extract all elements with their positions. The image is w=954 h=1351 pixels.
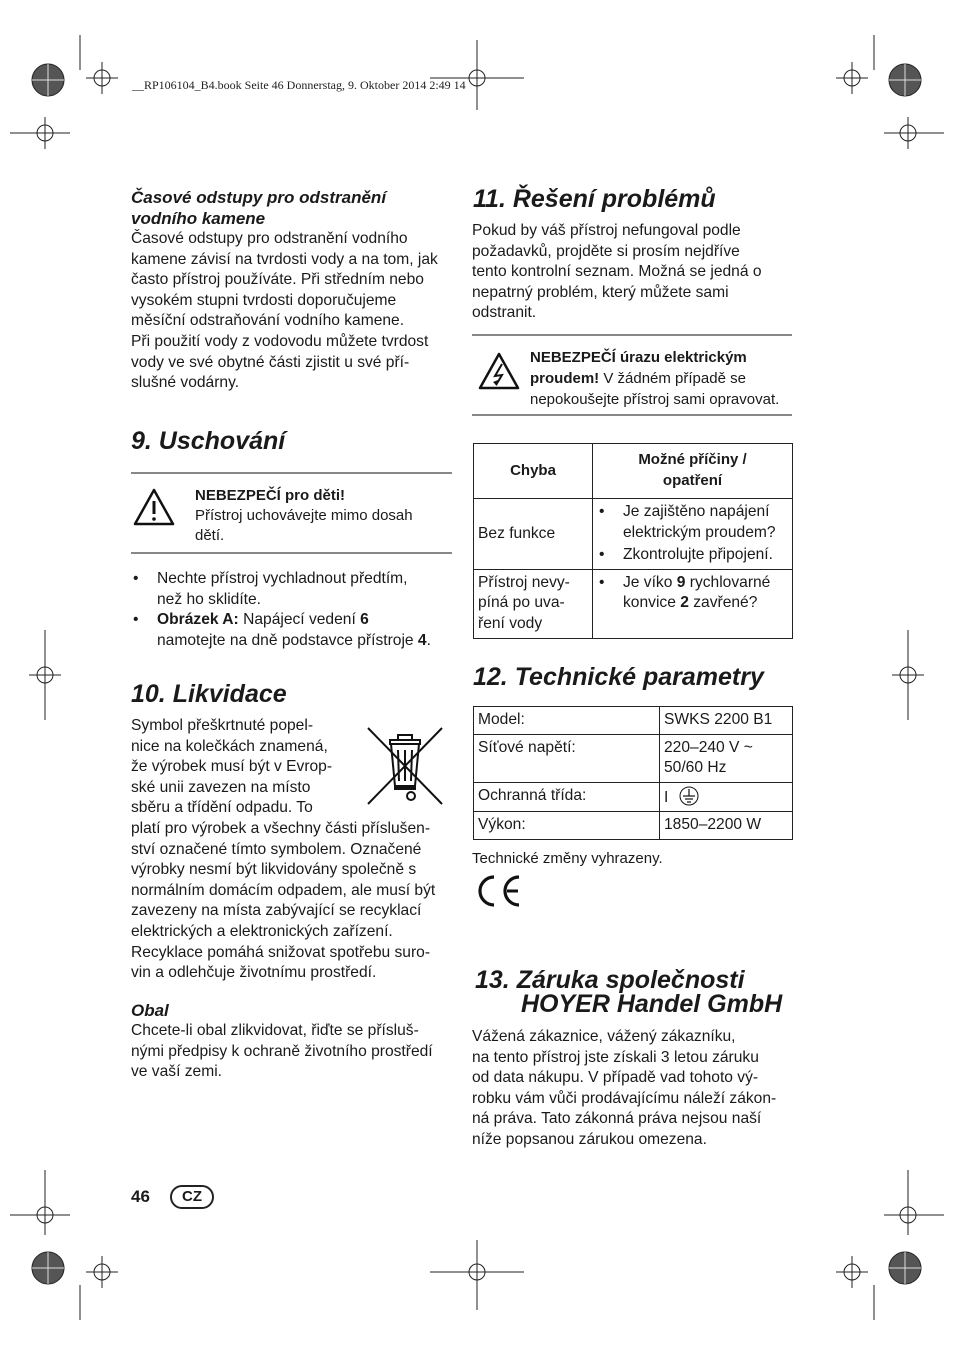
text-line: sběru a třídění odpadu. To <box>131 799 313 817</box>
technical-table <box>473 706 793 840</box>
text-line: 50/60 Hz <box>664 759 727 777</box>
table-row <box>474 707 793 735</box>
electric-hazard-icon <box>478 352 520 390</box>
descaling-section <box>131 187 453 394</box>
language-badge: CZ <box>170 1185 214 1209</box>
warning-text: V žádném případě se <box>599 370 746 387</box>
list-item <box>597 502 788 543</box>
text: zavřené? <box>688 594 758 612</box>
text-line: Recyklace pomáhá snižovat spotřebu suro- <box>131 943 431 961</box>
text: . <box>426 631 431 649</box>
param-value: 1850–2200 W <box>660 812 793 840</box>
ce-mark-label: CE <box>474 873 476 874</box>
table-row <box>474 782 793 812</box>
text-line: vin a odlehčuje životnímu prostředí. <box>131 964 377 982</box>
ground-symbol-icon <box>679 786 699 806</box>
param-value <box>660 782 793 812</box>
list-item <box>131 610 456 651</box>
technical-note: Technické změny vyhrazeny. <box>472 850 663 867</box>
text-line: požadavků, projděte si prosím nejdříve <box>472 242 740 260</box>
storage-heading: 9. Uschování <box>131 427 286 455</box>
table-row <box>474 569 793 638</box>
text-line: Přístroj nevy- <box>478 573 570 591</box>
table-row <box>474 812 793 840</box>
crossed-out-bin-icon <box>364 724 446 808</box>
text-line: píná po uva- <box>478 594 565 612</box>
param-label: Model: <box>474 707 660 735</box>
warranty-text <box>472 1027 797 1151</box>
descaling-title: Časové odstupy pro odstranění vodního kamene <box>131 188 387 228</box>
packaging-title: Obal <box>131 1001 169 1020</box>
text-line: • Zkontrolujte připojení. <box>623 546 773 564</box>
text-line: robku vám vůči prodávajícímu náleží zákon- <box>472 1089 777 1107</box>
cause-cell <box>593 499 793 570</box>
text-line: Chcete-li obal zlikvidovat, řiďte se přísluš- <box>131 1022 419 1039</box>
figure-ref: Obrázek A: <box>157 611 239 629</box>
text-line: nepatrný problém, který můžete sami <box>472 283 729 301</box>
storage-bullets <box>131 569 456 651</box>
text-line: vody ve své obytné části zjistit u své pří- <box>131 353 410 371</box>
part-number: 6 <box>360 611 369 629</box>
text-line: Časové odstupy pro odstranění vodního <box>131 230 408 247</box>
text-line: ření vody <box>478 614 543 632</box>
list-item <box>131 569 456 610</box>
text-line: normálním domácím odpadem, ale musí být <box>131 881 436 899</box>
troubleshooting-intro <box>472 221 794 324</box>
text: namotejte na dně podstavce přístroje <box>157 631 418 649</box>
page-number: 46 <box>131 1187 150 1206</box>
text-line: Symbol přeškrtnuté popel- <box>131 717 314 734</box>
storage-warning <box>131 472 452 554</box>
technical-heading: 12. Technické parametry <box>473 663 764 691</box>
heading-line: 13. Záruka společnosti <box>475 966 745 994</box>
column-header: Chyba <box>474 444 593 499</box>
param-label: Ochranná třída: <box>474 782 660 812</box>
text-line: tento kontrolní seznam. Možná se jedná o <box>472 263 762 281</box>
text-line: ství označené tímto symbolem. Označené <box>131 840 422 858</box>
text-line: Vážená zákaznice, vážený zákazníku, <box>472 1028 736 1045</box>
list-item <box>597 545 788 566</box>
text-line: nice na kolečkách znamená, <box>131 737 328 755</box>
param-value: SWKS 2200 B1 <box>660 707 793 735</box>
fault-cell <box>474 569 593 638</box>
header-line: opatření <box>662 472 723 489</box>
table-header-row <box>474 444 793 499</box>
text-line: vysokém stupni tvrdosti doporučujeme <box>131 291 397 309</box>
header-line: Možné příčiny / <box>638 451 747 469</box>
text-line: elektrických a elektronických zařízení. <box>131 922 393 940</box>
text: Je víko <box>623 573 677 591</box>
text-line: ná práva. Tato zákonná práva nejsou naší <box>472 1110 762 1128</box>
part-number: 9 <box>676 573 686 591</box>
heading-line: HOYER Handel GmbH <box>521 990 783 1018</box>
troubleshooting-table <box>473 443 793 639</box>
warranty-heading <box>475 968 782 1016</box>
text-line: od data nákupu. V případě vad tohoto vý- <box>472 1069 759 1087</box>
text-line: platí pro výrobek a všechny části příslušen- <box>131 819 431 837</box>
descaling-text <box>131 229 453 394</box>
file-info-header: __RP106104_B4.book Seite 46 Donnerstag, 9. Oktober 2014 2:49 14 <box>132 78 466 92</box>
text: rychlovarné <box>685 573 771 591</box>
protection-class: I <box>664 788 669 806</box>
text-line: měsíční odstraňování vodního kamene. <box>131 312 405 330</box>
storage-warning-text: Přístroj uchovávejte mimo dosah <box>195 507 413 524</box>
text-line: kamene závisí na tvrdosti vody a na tom, jak <box>131 250 438 268</box>
text: Napájecí vedení <box>238 611 361 629</box>
text-line: 220–240 V ~ <box>664 738 753 756</box>
warning-text: nepokoušejte přístroj sami opravovat. <box>530 391 780 408</box>
part-number: 2 <box>680 594 689 612</box>
storage-warning-text: dětí. <box>195 527 225 544</box>
text-line: elektrickým proudem? <box>623 523 776 541</box>
text-line: ské unii zavezen na místo <box>131 778 311 796</box>
text-line: níže popsanou zárukou omezena. <box>472 1130 707 1148</box>
warning-bold: proudem! <box>530 370 600 387</box>
ce-mark-icon <box>474 873 524 909</box>
text: konvice <box>623 594 681 612</box>
fault-cell: Bez funkce <box>474 499 593 570</box>
text-line: výrobky nesmí být likvidovány společně s <box>131 861 417 879</box>
text-line: slušné vodárny. <box>131 374 240 392</box>
text-line: • Nechte přístroj vychladnout předtím, <box>157 570 408 587</box>
electric-warning <box>472 334 792 416</box>
storage-warning-title: NEBEZPEČÍ pro děti! <box>195 487 346 504</box>
text-line: Při použití vody z vodovodu můžete tvrdost <box>131 332 429 350</box>
disposal-heading: 10. Likvidace <box>131 680 287 708</box>
column-header <box>593 444 793 499</box>
param-value <box>660 734 793 782</box>
text-line: než ho sklidíte. <box>157 590 262 608</box>
troubleshooting-heading: 11. Řešení problémů <box>473 185 716 213</box>
text-line: často přístroj používáte. Při středním nebo <box>131 271 424 289</box>
text-line: že výrobek musí být v Evrop- <box>131 758 333 776</box>
table-row <box>474 499 793 570</box>
text-line: • Je zajištěno napájení <box>623 503 770 520</box>
part-number: 4 <box>417 631 427 649</box>
text-line: odstranit. <box>472 304 537 322</box>
text-line: Pokud by váš přístroj nefungoval podle <box>472 222 741 239</box>
text-line: zavezeny na místa zabývající se recyklací <box>131 902 422 920</box>
text-line: ve vaší zemi. <box>131 1063 222 1081</box>
text-line: nými předpisy k ochraně životního prostředí <box>131 1042 433 1060</box>
text-line: na tento přístroj jste získali 3 letou záruku <box>472 1048 759 1066</box>
packaging-section <box>131 1000 456 1083</box>
cause-cell <box>593 569 793 638</box>
param-label: Výkon: <box>474 812 660 840</box>
list-item <box>597 573 788 614</box>
electric-warning-title: NEBEZPEČÍ úrazu elektrickým <box>530 349 747 366</box>
param-label: Síťové napětí: <box>474 734 660 782</box>
warning-triangle-icon <box>133 488 175 526</box>
table-row <box>474 734 793 782</box>
